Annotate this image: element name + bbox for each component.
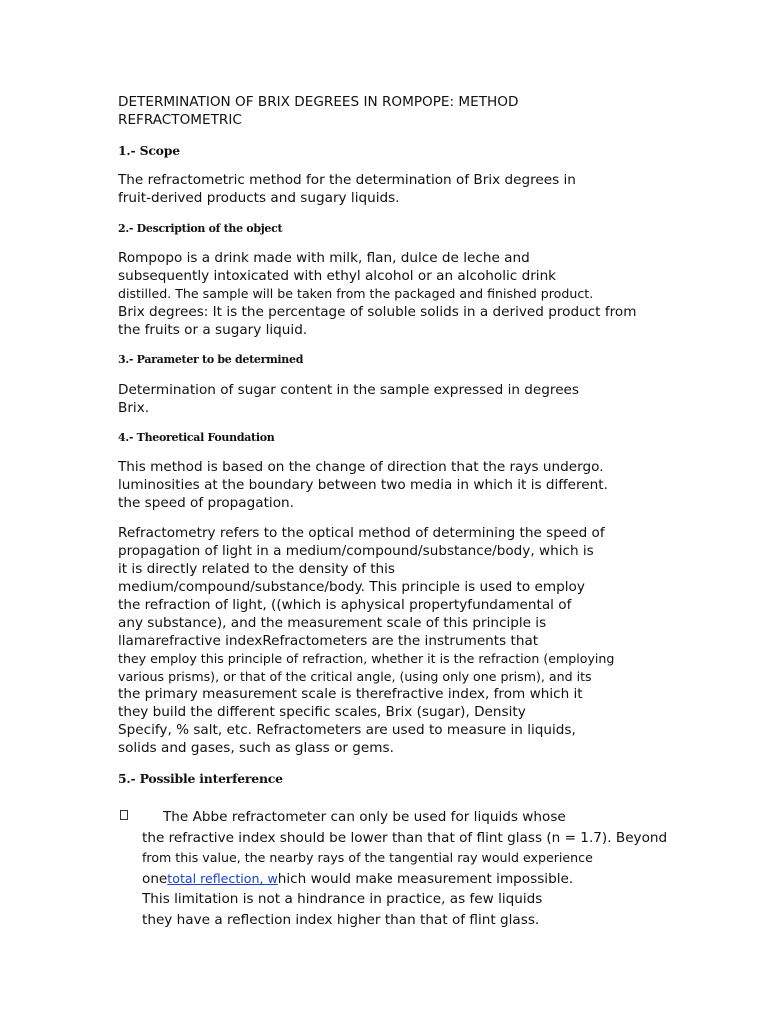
paragraph-line: the refraction of light, ((which is aphysical propertyfundamental of bbox=[118, 597, 572, 613]
paragraph-line: the fruits or a sugary liquid. bbox=[118, 322, 308, 338]
paragraph-line: Refractometry refers to the optical method of determining the speed of bbox=[118, 525, 605, 541]
bullet-line: they have a reflection index higher than that of flint glass. bbox=[142, 912, 540, 928]
paragraph-line: fruit-derived products and sugary liquids. bbox=[118, 190, 400, 206]
bullet-line-suffix: hich would make measurement impossible. bbox=[277, 871, 574, 887]
paragraph-line: This method is based on the change of direction that the rays undergo. bbox=[118, 459, 604, 475]
bullet-line: the refractive index should be lower than that of flint glass (n = 1.7). Beyond bbox=[142, 830, 668, 846]
bullet-line: The Abbe refractometer can only be used for liquids whose bbox=[163, 809, 566, 825]
paragraph-line: propagation of light in a medium/compound/substance/body, which is bbox=[118, 543, 594, 559]
bullet-line-with-link bbox=[142, 870, 573, 888]
paragraph-line: the speed of propagation. bbox=[118, 495, 294, 511]
bullet-icon bbox=[120, 810, 128, 820]
paragraph-line: luminosities at the boundary between two media in which it is different. bbox=[118, 477, 608, 493]
paragraph-line: subsequently intoxicated with ethyl alcohol or an alcoholic drink bbox=[118, 268, 557, 284]
paragraph-line: any substance), and the measurement scale of this principle is bbox=[118, 615, 547, 631]
paragraph-line: medium/compound/substance/body. This principle is used to employ bbox=[118, 579, 585, 595]
paragraph-line: it is directly related to the density of this bbox=[118, 561, 396, 577]
total-reflection-link[interactable]: total reflection, w bbox=[167, 871, 278, 886]
paragraph-line: various prisms), or that of the critical angle, (using only one prism), and its bbox=[118, 669, 592, 684]
document-title-line-1: DETERMINATION OF BRIX DEGREES IN ROMPOPE: METHOD bbox=[118, 94, 519, 110]
section-heading-interference: 5.- Possible interference bbox=[118, 771, 283, 786]
paragraph-line: Brix. bbox=[118, 400, 150, 416]
paragraph-line: the primary measurement scale is therefractive index, from which it bbox=[118, 686, 583, 702]
section-heading-parameter: 3.- Parameter to be determined bbox=[118, 353, 304, 366]
paragraph-line: they employ this principle of refraction, whether it is the refraction (employing bbox=[118, 651, 615, 666]
paragraph-line: llamarefractive indexRefractometers are the instruments that bbox=[118, 633, 539, 649]
section-heading-foundation: 4.- Theoretical Foundation bbox=[118, 431, 275, 444]
paragraph-line: The refractometric method for the determination of Brix degrees in bbox=[118, 172, 576, 188]
document-title-line-2: REFRACTOMETRIC bbox=[118, 112, 242, 128]
paragraph-line: they build the different specific scales, Brix (sugar), Density bbox=[118, 704, 526, 720]
paragraph-line: Determination of sugar content in the sample expressed in degrees bbox=[118, 382, 580, 398]
paragraph-line: Specify, % salt, etc. Refractometers are used to measure in liquids, bbox=[118, 722, 576, 738]
section-heading-description: 2.- Description of the object bbox=[118, 222, 283, 235]
paragraph-line: solids and gases, such as glass or gems. bbox=[118, 740, 394, 756]
paragraph-line: Brix degrees: It is the percentage of soluble solids in a derived product from bbox=[118, 304, 637, 320]
section-heading-scope: 1.- Scope bbox=[118, 143, 180, 158]
bullet-line: from this value, the nearby rays of the tangential ray would experience bbox=[142, 850, 593, 865]
paragraph-line: distilled. The sample will be taken from the packaged and finished product. bbox=[118, 286, 594, 301]
bullet-line: This limitation is not a hindrance in practice, as few liquids bbox=[142, 891, 543, 907]
bullet-line-prefix: one bbox=[142, 871, 168, 887]
paragraph-line: Rompopo is a drink made with milk, flan, dulce de leche and bbox=[118, 250, 530, 266]
